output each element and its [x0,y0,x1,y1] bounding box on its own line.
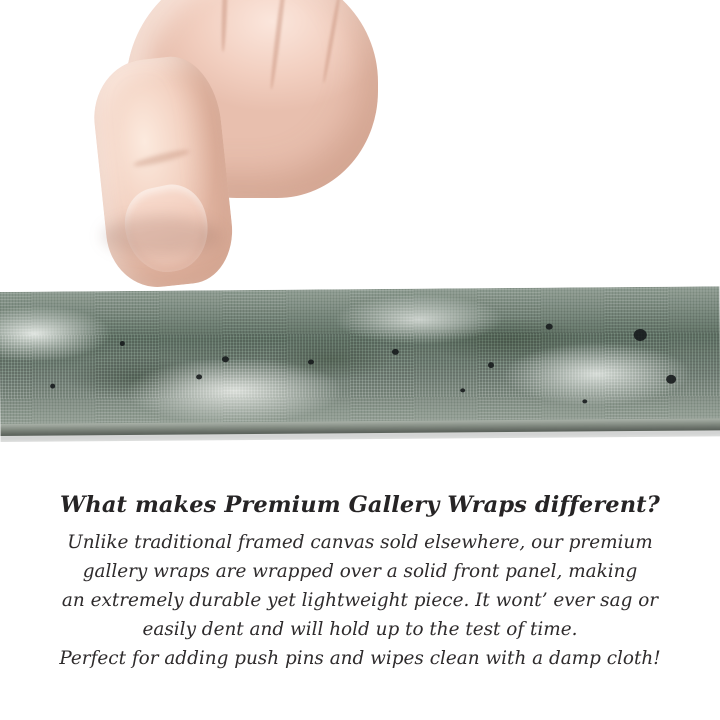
thumb-contact-shadow [102,216,220,256]
finger-crease [221,0,229,52]
canvas-speck [582,399,587,403]
canvas-speck [666,375,676,384]
promo-body-line: Unlike traditional framed canvas sold elsewhere, our premium [67,532,653,553]
canvas-speck [392,349,399,355]
canvas-speck [196,374,202,379]
thumb-crease [132,147,190,169]
canvas-speck [50,384,55,389]
canvas-speck [634,329,647,341]
canvas-speck [222,356,229,362]
finger-crease [269,0,288,90]
promo-body-line: an extremely durable yet lightweight piece. It wont’ ever sag or [61,590,659,611]
promo-body-line: gallery wraps are wrapped over a solid front panel, making [82,561,638,582]
promo-body [0,528,720,673]
finger-crease [322,0,343,84]
canvas-speck [488,362,494,368]
canvas-speck [308,360,314,365]
page-title: What makes Premium Gallery Wraps different? [60,492,660,518]
canvas-speck [546,324,553,330]
promo-body-line: easily dent and will hold up to the test of time. [142,619,578,640]
hand-pressing-thumb-icon [92,0,392,306]
canvas-weave [0,286,720,432]
canvas-speck [460,388,465,392]
canvas-edge-icon [0,286,720,442]
canvas-speck [120,341,125,346]
promo-text-block [0,492,720,673]
promo-body-line: Perfect for adding push pins and wipes clean with a damp cloth! [59,648,661,669]
canvas-texture [0,286,720,432]
